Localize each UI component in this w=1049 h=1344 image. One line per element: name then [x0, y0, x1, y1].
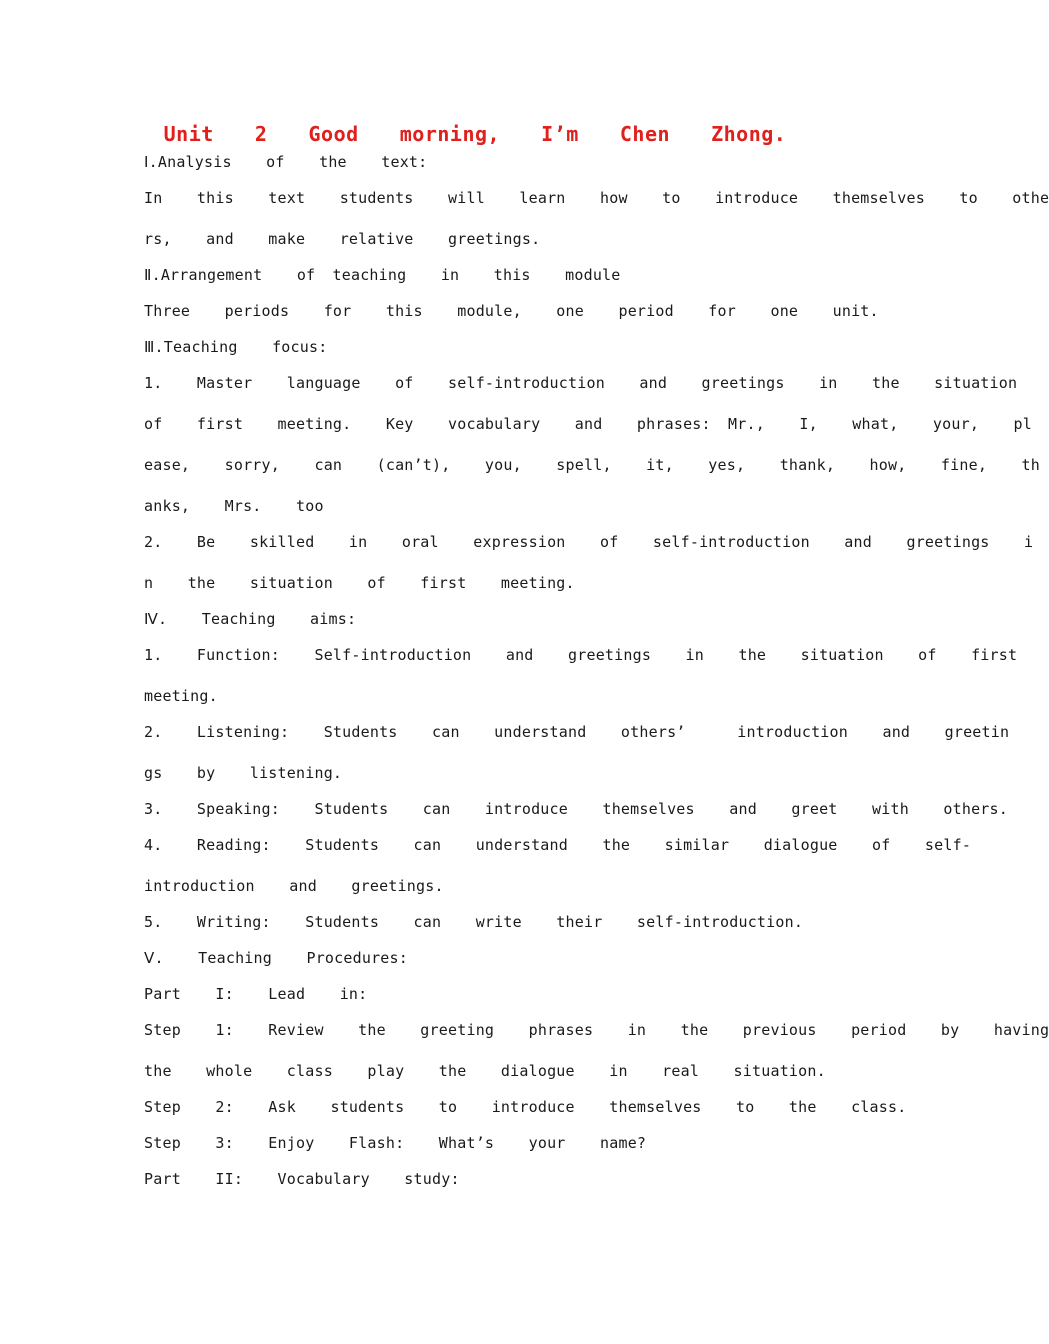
list-item-line: meeting. [144, 687, 218, 705]
list-item-line: 5. Writing: Students can write their self-introduction. [144, 913, 804, 931]
step-line: Step 2: Ask students to introduce themselves to the class. [144, 1098, 907, 1116]
list-item-line: gs by listening. [144, 764, 343, 782]
section-heading-arrangement: Ⅱ.Arrangement of teaching in this module [144, 266, 621, 284]
step-line: Step 1: Review the greeting phrases in the previous period by having [144, 1021, 1049, 1039]
part-heading-lead-in: Part I: Lead in: [144, 985, 368, 1003]
list-item-line: 1. Master language of self-introduction and greetings in the situation [144, 374, 1018, 392]
step-line: the whole class play the dialogue in real situation. [144, 1062, 826, 1080]
paragraph-line: Three periods for this module, one period for one unit. [144, 302, 879, 320]
list-item-line: 2. Listening: Students can understand others’ introduction and greetin [144, 723, 1010, 741]
step-line: Step 3: Enjoy Flash: What’s your name? [144, 1134, 647, 1152]
list-item-line: introduction and greetings. [144, 877, 444, 895]
list-item-line: 3. Speaking: Students can introduce themselves and greet with others. [144, 800, 1008, 818]
list-item-line: 2. Be skilled in oral expression of self-introduction and greetings i [144, 533, 1034, 551]
list-item-line: anks, Mrs. too [144, 497, 324, 515]
section-heading-procedures: Ⅴ. Teaching Procedures: [144, 949, 408, 967]
part-heading-vocabulary: Part II: Vocabulary study: [144, 1170, 460, 1188]
section-heading-analysis: Ⅰ.Analysis of the text: [144, 153, 428, 171]
document-title: Unit 2 Good morning, I’m Chen Zhong. [163, 122, 787, 146]
paragraph-line: rs, and make relative greetings. [144, 230, 541, 248]
list-item-line: 1. Function: Self-introduction and greetings in the situation of first [144, 646, 1018, 664]
section-heading-teaching-aims: Ⅳ. Teaching aims: [144, 610, 357, 628]
list-item-line: of first meeting. Key vocabulary and phrases: Mr., I, what, your, pl [144, 415, 1032, 433]
paragraph-line: In this text students will learn how to introduce themselves to othe [144, 189, 1049, 207]
list-item-line: n the situation of first meeting. [144, 574, 575, 592]
list-item-line: ease, sorry, can (can’t), you, spell, it, yes, thank, how, fine, th [144, 456, 1040, 474]
list-item-line: 4. Reading: Students can understand the similar dialogue of self- [144, 836, 972, 854]
section-heading-teaching-focus: Ⅲ.Teaching focus: [144, 338, 328, 356]
